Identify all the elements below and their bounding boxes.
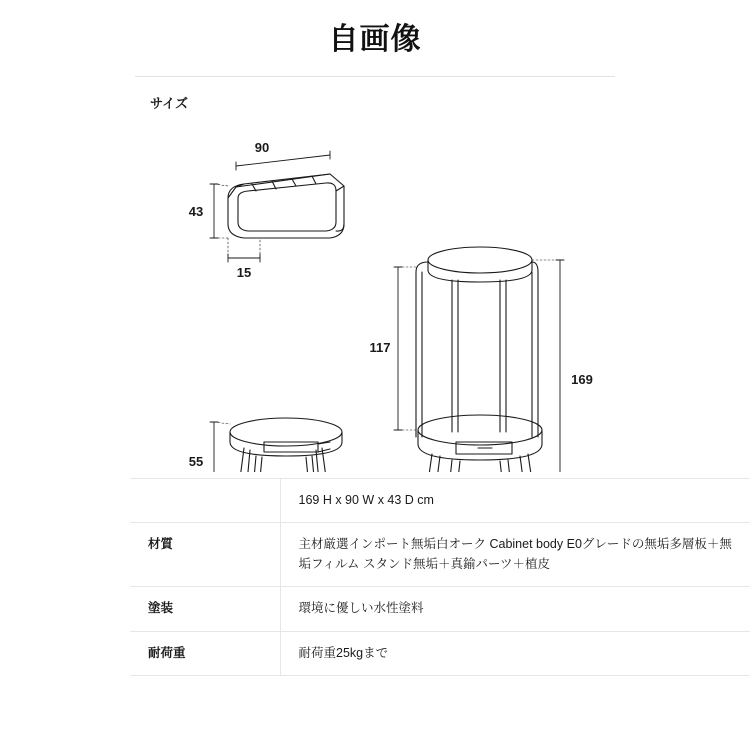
spec-key: 塗装 — [130, 587, 280, 631]
spec-value: 環境に優しい水性塗料 — [298, 601, 424, 616]
dim-total-height: 169 — [571, 372, 593, 387]
dim-cabinet-inner-height: 117 — [369, 340, 391, 355]
furniture-line-drawing — [0, 112, 750, 472]
spec-key: 材質 — [130, 523, 280, 587]
dim-mirror-depth: 15 — [236, 265, 252, 280]
dim-bench-height: 55 — [188, 454, 204, 469]
table-row — [130, 587, 750, 631]
dimension-diagram — [0, 112, 750, 472]
table-row — [130, 479, 750, 523]
table-row — [130, 631, 750, 675]
table-row — [130, 523, 750, 587]
dim-mirror-height: 43 — [188, 204, 204, 219]
title-divider — [135, 76, 615, 77]
spec-key — [130, 479, 280, 523]
spec-value: 耐荷重25kgまで — [298, 645, 389, 660]
size-section-label: サイズ — [150, 96, 188, 111]
dim-mirror-width: 90 — [254, 140, 270, 155]
page-title: 自画像 — [328, 23, 422, 56]
spec-value: 169 H x 90 W x 43 D cm — [298, 493, 434, 507]
spec-table — [130, 478, 750, 676]
spec-value: 主材厳選インポート無垢白オーク Cabinet body E0グレードの無垢多層板＋無垢フィルム スタンド無垢＋真鍮パーツ＋植皮 — [298, 537, 732, 571]
spec-key: 耐荷重 — [130, 631, 280, 675]
